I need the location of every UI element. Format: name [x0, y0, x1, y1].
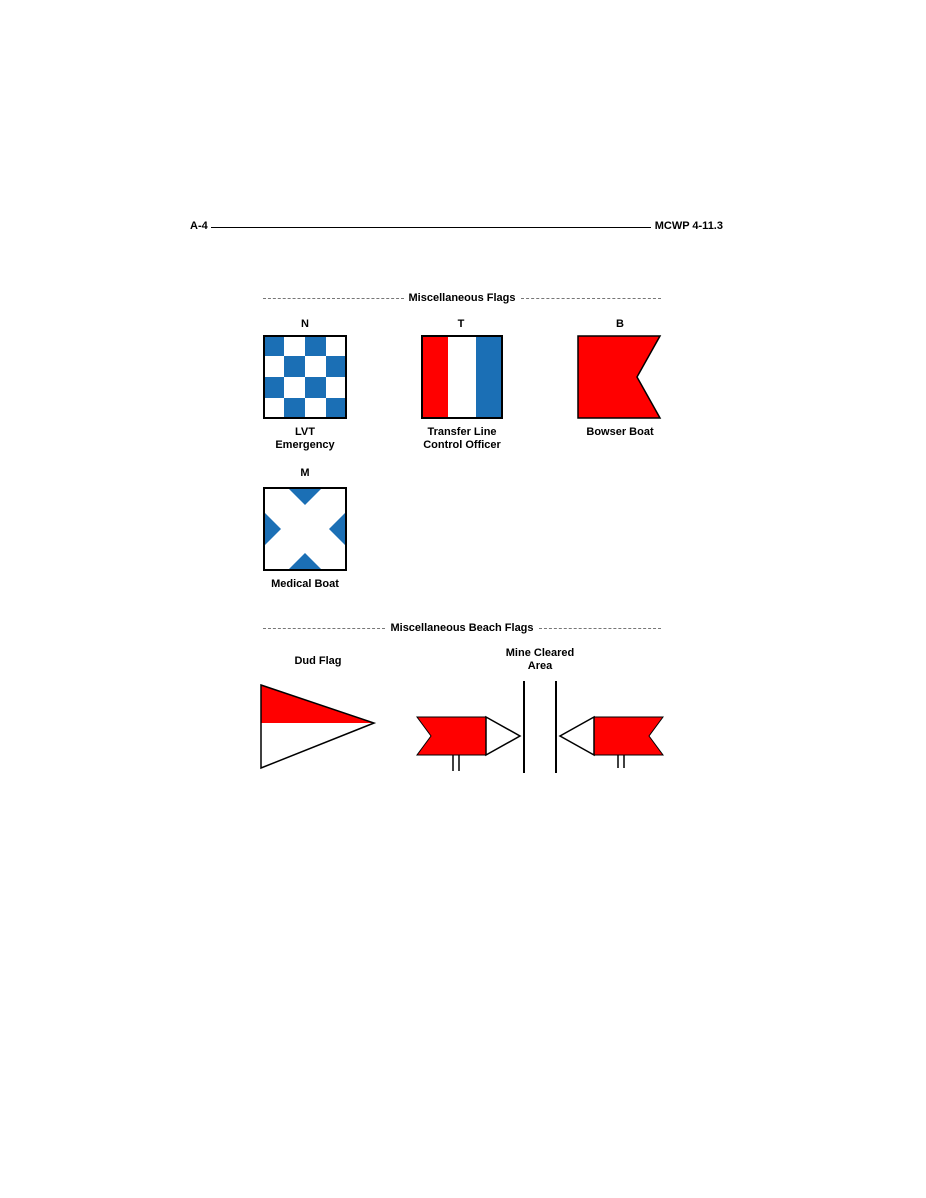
- flag-t-caption-line1: Transfer Line: [427, 426, 497, 438]
- flag-n-letter: N: [301, 318, 309, 330]
- section-divider: [521, 298, 662, 299]
- flag-n-square: [305, 398, 326, 419]
- flag-t-white-stripe: [448, 335, 476, 419]
- flag-n-square: [326, 356, 347, 377]
- flag-n-square: [284, 356, 305, 377]
- mine-right-arrow-tip: [560, 717, 594, 755]
- flag-t-tricolor: [421, 335, 503, 419]
- flag-m-saltire: [263, 487, 347, 571]
- section-divider: [263, 628, 385, 629]
- section-title: Miscellaneous Beach Flags: [390, 622, 534, 634]
- flag-b-swallowtail: [577, 335, 661, 419]
- flag-t-blue-stripe: [476, 335, 503, 419]
- mine-right-flag: [594, 717, 663, 755]
- flag-n-caption-line2: Emergency: [275, 439, 335, 451]
- flag-n-square: [326, 377, 347, 398]
- flag-n-square: [326, 398, 347, 419]
- section-beach-flags: [263, 620, 661, 636]
- dud-flag-pennant: [260, 684, 378, 770]
- publication-id: MCWP 4-11.3: [654, 220, 723, 232]
- mine-left-arrow-tip: [486, 717, 520, 755]
- flag-m-letter: M: [300, 467, 310, 479]
- flag-n-square: [284, 398, 305, 419]
- flag-b-letter: B: [616, 318, 624, 330]
- flag-n-square: [263, 377, 284, 398]
- flag-m-caption-line1: Medical Boat: [271, 578, 339, 590]
- mine-cleared-caption-line1: Mine Cleared: [505, 647, 575, 659]
- flag-n-square: [263, 335, 284, 356]
- flag-t-red-stripe: [421, 335, 448, 419]
- flag-n-square: [284, 335, 305, 356]
- flag-n-caption-line1: LVT: [295, 426, 315, 438]
- flag-b-shape: [578, 336, 660, 418]
- flag-n-square: [305, 335, 326, 356]
- section-title: Miscellaneous Flags: [408, 292, 516, 304]
- section-misc-flags: [263, 290, 661, 306]
- flag-b-caption-line1: Bowser Boat: [586, 426, 654, 438]
- flag-n-caption: [245, 426, 365, 452]
- flag-n-square: [263, 398, 284, 419]
- flag-n-square: [305, 356, 326, 377]
- flag-n-checkered: [263, 335, 347, 419]
- flag-b-caption: [560, 426, 680, 439]
- mine-cleared-caption: [480, 647, 600, 673]
- mine-left-flag: [417, 717, 486, 755]
- mine-cleared-caption-line2: Area: [527, 660, 553, 672]
- mine-cleared-area-diagram: [414, 680, 666, 774]
- flag-t-letter: T: [457, 318, 465, 330]
- header-rule: [211, 227, 651, 228]
- flag-n-square: [326, 335, 347, 356]
- page-number: A-4: [190, 220, 208, 232]
- flag-t-caption-line2: Control Officer: [423, 439, 501, 451]
- section-divider: [263, 298, 404, 299]
- flag-n-square: [263, 356, 284, 377]
- flag-t-caption: [392, 426, 532, 452]
- flag-m-caption: [245, 578, 365, 591]
- flag-n-square: [284, 377, 305, 398]
- dud-flag-caption: Dud Flag: [294, 655, 342, 667]
- section-divider: [539, 628, 661, 629]
- flag-n-square: [305, 377, 326, 398]
